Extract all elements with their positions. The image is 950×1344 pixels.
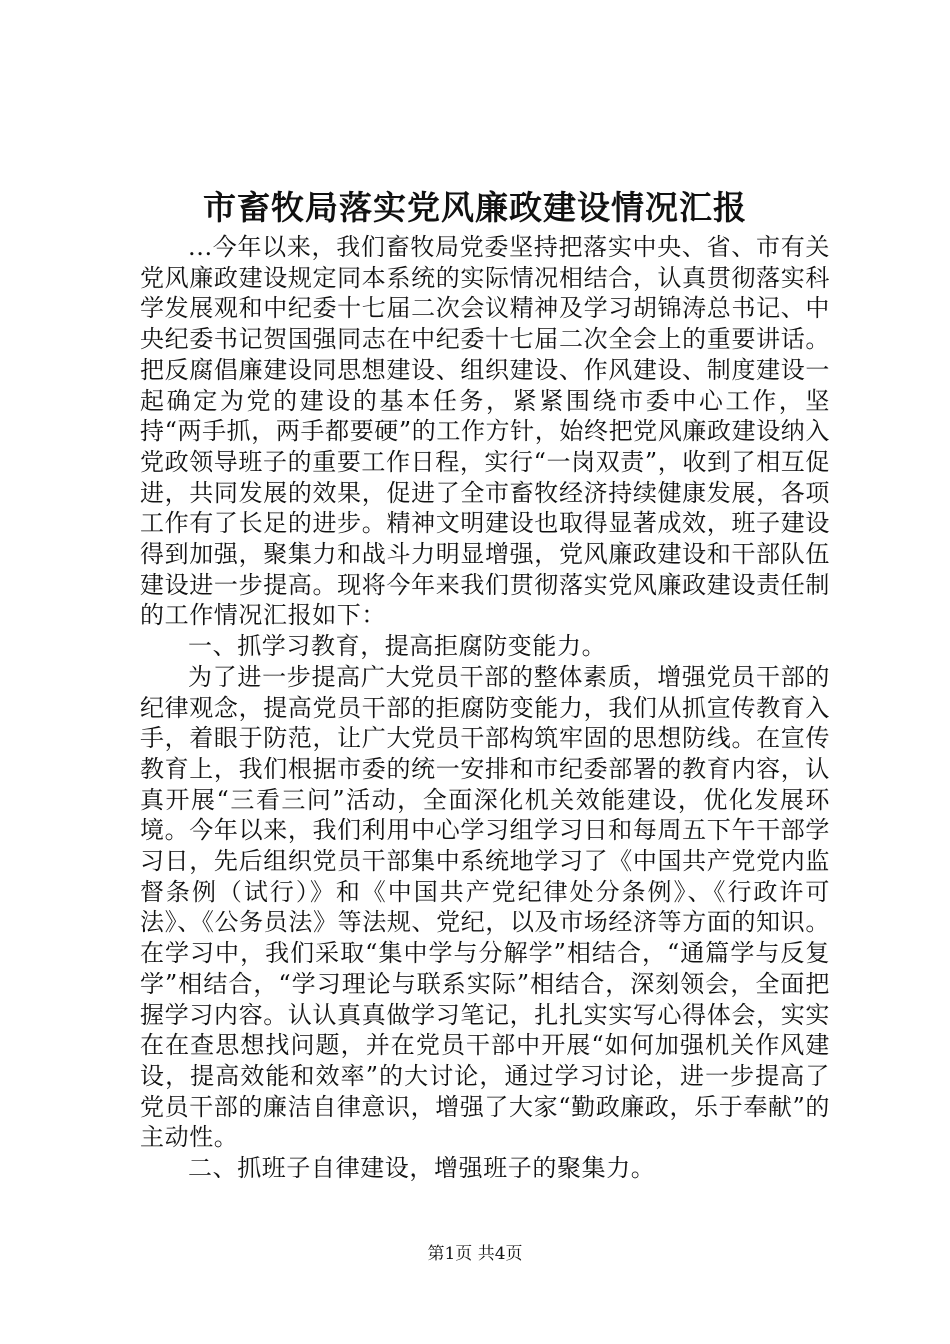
page-number-footer: 第1页 共4页 [427, 1244, 523, 1264]
section-heading-2: 二、抓班子自律建设，增强班子的聚集力。 [188, 1154, 656, 1183]
document-title: 市畜牧局落实党风廉政建设情况汇报 [203, 188, 747, 227]
document-body [140, 232, 830, 1184]
paragraph-section-1: 为了进一步提高广大党员干部的整体素质，增强党员干部的纪律观念，提高党员干部的拒腐防变能力，我们从抓宣传教育入手，着眼于防范，让广大党员干部构筑牢固的思想防线。在宣传教育上，我们根据市委的统一安排和市纪委部署的教育内容，认真开展“三看三问”活动，全面深化机关效能建设，优化发展环境。今年以来，我们利用中心学习组学习日和每周五下午干部学习日，先后组织党员干部集中系统地学习了《中国共产党党内监督条例（试行）》和《中国共产党纪律处分条例》、《行政许可法》、《公务员法》等法规、党纪，以及市场经济等方面的知识。在学习中，我们采取“集中学与分解学”相结合，“通篇学与反复学”相结合，“学习理论与联系实际”相结合，深刻领会，全面把握学习内容。认认真真做学习笔记，扎扎实实写心得体会，实实在在查思想找问题，并在党员干部中开展“如何加强机关作风建设，提高效能和效率”的大讨论，通过学习讨论，进一步提高了党员干部的廉洁自律意识，增强了大家“勤政廉政，乐于奉献”的主动性。 [140, 662, 830, 1152]
section-heading-1: 一、抓学习教育，提高拒腐防变能力。 [188, 632, 607, 661]
paragraph-intro: ...今年以来，我们畜牧局党委坚持把落实中央、省、市有关党风廉政建设规定同本系统的实际情况相结合，认真贯彻落实科学发展观和中纪委十七届二次会议精神及学习胡锦涛总书记、中央纪委书记贺国强同志在中纪委十七届二次全会上的重要讲话。把反腐倡廉建设同思想建设、组织建设、作风建设、制度建设一起确定为党的建设的基本任务，紧紧围绕市委中心工作，坚持“两手抓，两手都要硬”的工作方针，始终把党风廉政建设纳入党政领导班子的重要工作日程，实行“一岗双责”，收到了相互促进，共同发展的效果，促进了全市畜牧经济持续健康发展，各项工作有了长足的进步。精神文明建设也取得显著成效，班子建设得到加强，聚集力和战斗力明显增强，党风廉政建设和干部队伍建设进一步提高。现将今年来我们贯彻落实党风廉政建设责任制的工作情况汇报如下： [140, 233, 830, 630]
